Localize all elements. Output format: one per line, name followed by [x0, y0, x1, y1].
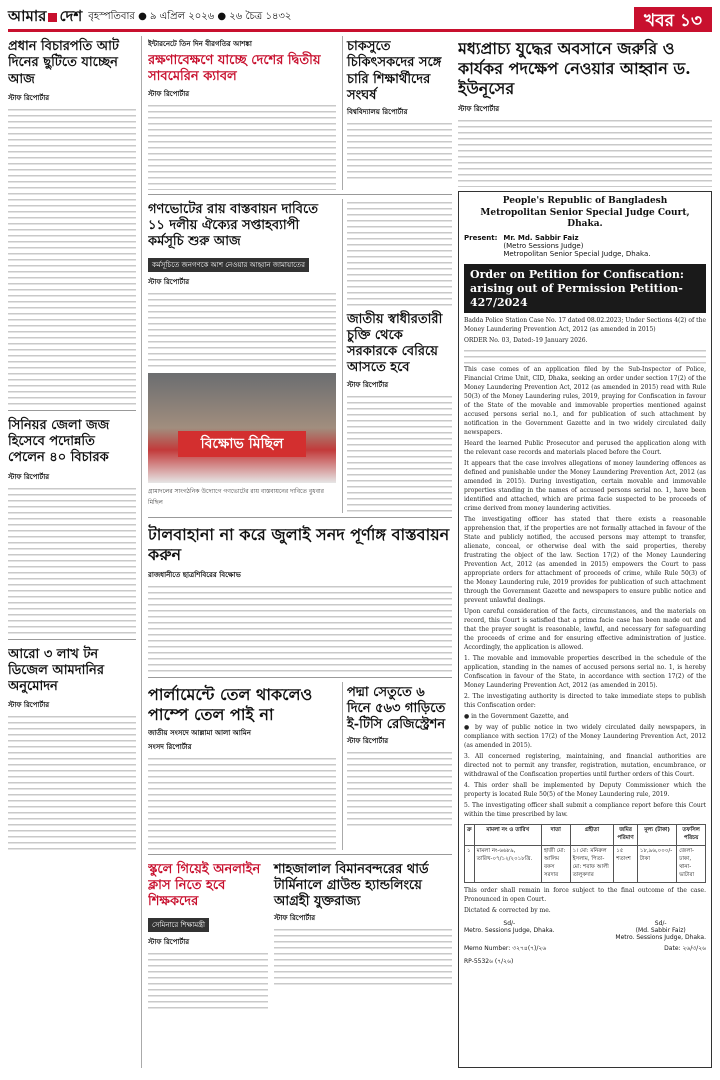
signature-block: Sd/- Metro. Sessions Judge, Dhaka. Sd/- (Md. Sabbir Faiz) Metro. Sessions Judge, Dhaka.	[464, 920, 706, 942]
dictated-note: Dictated & corrected by me.	[464, 907, 551, 915]
byline: স্টাফ রিপোর্টার	[8, 472, 50, 481]
byline: বিশ্ববিদ্যালয় রিপোর্টার	[347, 108, 408, 116]
byline: সংসদ রিপোর্টার	[148, 742, 192, 751]
article-kicker: রাজধানীতে ছাত্রশিবিরের বিক্ষোভ	[148, 570, 241, 579]
article-body	[347, 393, 452, 513]
notice-header-court: Metropolitan Senior Special Judge Court, Dhaka.	[480, 207, 690, 230]
order-item-2: 2. The investigating authority is directed to take immediate steps to publish this Confiscation order:	[464, 693, 706, 710]
byline: স্টাফ রিপোর্টার	[148, 278, 190, 287]
headline-july-charter[interactable]: টালবাহানা না করে জুলাই সনদ পূর্ণাঙ্গ বাস্তবায়ন করুন	[148, 524, 450, 564]
headline-chief-justice[interactable]: প্রধান বিচারপতি আট দিনের ছুটিতে যাচ্ছেন আজ	[8, 39, 120, 87]
order-item-4: 4. This order shall be implemented by Deputy Commissioner which the property is located Rule 50(5) of the Money Laundering rule, 2019.	[464, 782, 706, 799]
order-para-4: The investigating officer has stated that there exists a reasonable apprehension that, if the properties are not formally attached in favour of the State and publicly notified, the accused persons may attempt to transfer, alienate, conceal, or otherwise deal with the said properties, thereby frustrating the object of the law. Section 17(2) of the Money Laundering Prevention Act, 2012 (as amended in 2015) empowers the Court to pass appropriate orders for attachment of proceeds of crime, while Rule 50(3) of the Money Laundering rule, 2019 provides for publication of such attachment through the Government Gazette and newspapers to ensure public notice and prevent unlawful dealings.	[464, 516, 706, 605]
headline-padma-etc[interactable]: পদ্মা সেতুতে ৬ দিনে ৫৬৩ গাড়িতে ই-টিসি রেজিস্ট্রেশন	[347, 684, 446, 732]
article-body	[8, 485, 136, 635]
headline-yunus-middle-east[interactable]: মধ্যপ্রাচ্য যুদ্ধের অবসানে জরুরি ও কার্যকর পদক্ষেপ নেওয়ার আহ্বান ড. ইউনূসের	[458, 39, 691, 98]
byline: স্টাফ রিপোর্টার	[347, 737, 389, 746]
byline: স্টাফ রিপোর্টার	[148, 89, 190, 98]
headline-referendum-program[interactable]: গণভোটের রায় বাস্তবায়ন দাবিতে ১১ দলীয় ঐক্যের সপ্তাহব্যাপী কর্মসূচি শুরু আজ	[148, 201, 318, 249]
sub-kicker: সেমিনারে শিক্ষামন্ত্রী	[148, 918, 209, 932]
headline-judges-promotion[interactable]: সিনিয়র জেলা জজ হিসেবে পদোন্নতি পেলেন ৪০ বিচারক	[8, 417, 110, 466]
article-body	[148, 102, 336, 190]
article-body	[274, 926, 452, 986]
byline: স্টাফ রিপোর্টার	[274, 914, 316, 923]
byline: স্টাফ রিপোর্টার	[458, 105, 500, 113]
article-body	[347, 120, 452, 180]
logo-square-icon	[48, 13, 57, 22]
photo-caption: গ্রাম্যদলের সাংগঠনিক উদ্যোগে গণভোটের রায় বাস্তবায়নের দাবিতে বুধবার মিছিল	[148, 488, 324, 507]
order-para-3: It appears that the case involves allegations of money laundering offences as defined and punishable under the Money Laundering Prevention Act, 2012 (as amended in 2015). During investigation, certain movable and immovable properties standing in the names of accused persons serial no. 1, have been identified and attached, which are prima facie suspected to be proceeds of crime derived from money laundering activities.	[464, 460, 706, 513]
headline-third-terminal[interactable]: শাহজালাল বিমানবন্দরের থার্ড টার্মিনালে গ্রাউন্ড হ্যান্ডলিংয়ে আগ্রহী যুক্তরাজ্য	[274, 861, 429, 909]
column-right	[458, 36, 712, 1068]
present-block: Present: Mr. Md. Sabbir Faiz (Metro Sessions Judge) Metropolitan Senior Special Judge, Dhaka.	[464, 234, 651, 259]
order-title: Order on Petition for Confiscation: arising out of Permission Petition-427/2024	[464, 264, 706, 313]
order-item-1: 1. The movable and immovable properties described in the schedule of the application, standing in the names of accused persons serial no. 1, is hereby Confiscation in favour of the State, in accordance with section 17(2) of the Money Laundering Prevention Act, 2012 (as amended in 2015).	[464, 655, 706, 690]
headline-fuel-pump[interactable]: পার্লামেন্টে তেল থাকলেও পাম্পে তেল পাই না	[148, 684, 313, 724]
byline: স্টাফ রিপোর্টার	[8, 93, 50, 102]
page-label: খবর ১৩	[634, 7, 712, 29]
headline-diesel-import[interactable]: আরো ৩ লাখ টন ডিজেল আমদানির অনুমোদন	[8, 646, 104, 694]
byline: স্টাফ রিপোর্টার	[347, 380, 389, 389]
order-item-3: 3. All concerned registering, maintaining, and financial authorities are directed not to permit any transfer, registration, mutation, encumbrance, or withdrawal of the Confiscation properties until further orders of this Court.	[464, 753, 706, 779]
column-left	[8, 36, 142, 1068]
case-line: Badda Police Station Case No. 17 dated 08.02.2023; Under Sections 4(2) of the Money Laundering Prevention Act, 2012 (as amended in 2015)	[464, 317, 706, 334]
article-body	[458, 117, 712, 187]
order-para-2: Heard the learned Public Prosecutor and perused the application along with the relevant case records and materials placed before the Court.	[464, 440, 706, 457]
article-body	[148, 755, 336, 850]
article-body	[8, 106, 136, 406]
issue-date: বৃহস্পতিবার ● ৯ এপ্রিল ২০২৬ ● ২৬ চৈত্র ১৪৩২	[88, 11, 292, 22]
table-header-row: ক্র মামলা নং ও তারিখ দাতা গ্রহীতা জমির পরিমাণ মূল্য (টাকা) তফসিল পরিচয়	[465, 825, 706, 846]
column-middle	[148, 36, 452, 1068]
headline-online-class[interactable]: স্কুলে গিয়েই অনলাইন ক্লাস নিতে হবে শিক্ষকদের	[148, 861, 261, 909]
protest-photo[interactable]	[148, 373, 336, 483]
bengali-text	[464, 347, 706, 365]
order-para-5: Upon careful consideration of the facts, circumstances, and the materials on record, this Court is satisfied that a prima facie case has been made out and that the prayer sought is reasonable, lawful, and necessary for safeguarding the proceeds of crime and for ensuring effective administration of justice. Accordingly, the application is allowed.	[464, 608, 706, 652]
masthead	[8, 6, 712, 32]
schedule-table	[464, 824, 706, 883]
byline: স্টাফ রিপোর্টার	[148, 938, 190, 947]
article-kicker: ইন্টারনেটে তিন দিন বীরগতির আশঙ্কা	[148, 40, 252, 48]
article-body	[148, 290, 336, 370]
order-item-2a: ● in the Government Gazette, and	[464, 713, 569, 721]
footer-note: This order shall remain in force subject to the final outcome of the case. Pronounced in open Court.	[464, 887, 706, 904]
sub-kicker: কর্মসূচিতে জনগণকে আশ নেওয়ার আহ্বান জামায়াতের	[148, 258, 309, 272]
newspaper-logo[interactable]: আমার দেশ	[8, 7, 83, 25]
article-body	[148, 950, 268, 1010]
article-body	[347, 749, 452, 829]
headline-chaksu-clash[interactable]: চাকসুতে চিকিৎসকদের সঙ্গে চারি শিক্ষার্থীদের সংঘর্ষ	[347, 39, 442, 103]
byline: স্টাফ রিপোর্টার	[8, 701, 50, 710]
notice-header-country: People's Republic of Bangladesh	[502, 196, 668, 206]
headline-submarine-cable[interactable]: রক্ষণাবেক্ষণে যাচ্ছে দেশের দ্বিতীয় সাবমেরিন ক্যাবল	[148, 53, 321, 85]
photo-banner: বিক্ষোভ মিছিল	[178, 431, 306, 457]
order-item-5: 5. The investigating officer shall submit a compliance report before this Court within the time prescribed by law.	[464, 802, 706, 819]
article-body	[347, 199, 452, 309]
rp-number: RP-5532৬ (৭/২৬)	[464, 958, 514, 966]
headline-sovereignty-deal[interactable]: জাতীয় স্বাধীরতারী চুক্তি থেকে সরকারকে বেরিয়ে আসতে হবে	[347, 311, 443, 376]
court-notice	[458, 191, 712, 1068]
article-body	[148, 583, 452, 673]
order-item-2b: ● by way of public notice in two widely circulated daily newspapers, in compliance with section 17(2) of the Money Laundering Prevention Act, 2012 (as amended in 2015).	[464, 724, 706, 750]
article-kicker: জাতীয় সংসদে আল্লামা আলা আমিন	[148, 728, 251, 737]
table-row: ১ মামলা নং-৬৬৮৯, তারিখ-০৭/১২/২০১৮খ্রি. হাজী মো: আলিম বকস সরদার ১। মো: মনিরুল ইসলাম, পিতা-মো: শরাফ আলী তালুকদার ১৫ শতাংশ ১৮,৯৬,০০০/- টাকা জেলা-ঢাকা, থানা-ভাটারা	[465, 846, 706, 883]
order-line: ORDER No. 03, Dated:-19 January 2026.	[464, 337, 588, 345]
judge-name: Mr. Md. Sabbir Faiz	[503, 234, 579, 243]
memo-line: Memo Number: ৩২৭৪(৭)/২৬ Date: ২৬/৩/২৬	[464, 945, 706, 953]
article-body	[8, 713, 136, 853]
order-para-1: This case comes of an application filed by the Sub-Inspector of Police, Financial Crime Unit, CID, Dhaka, seeking an order under section 17(2) of the Money Laundering Prevention Act, 2012 (as amended in 2015) read with Rule 50(3) of the Money Laundering rules, 2019, praying for Confiscation in favour of the State of the movable and immovable properties mentioned against accused persons serial no.1, and for publication of such attachment by notification in the Government Gazette and in two widely circulated daily newspapers.	[464, 366, 706, 437]
